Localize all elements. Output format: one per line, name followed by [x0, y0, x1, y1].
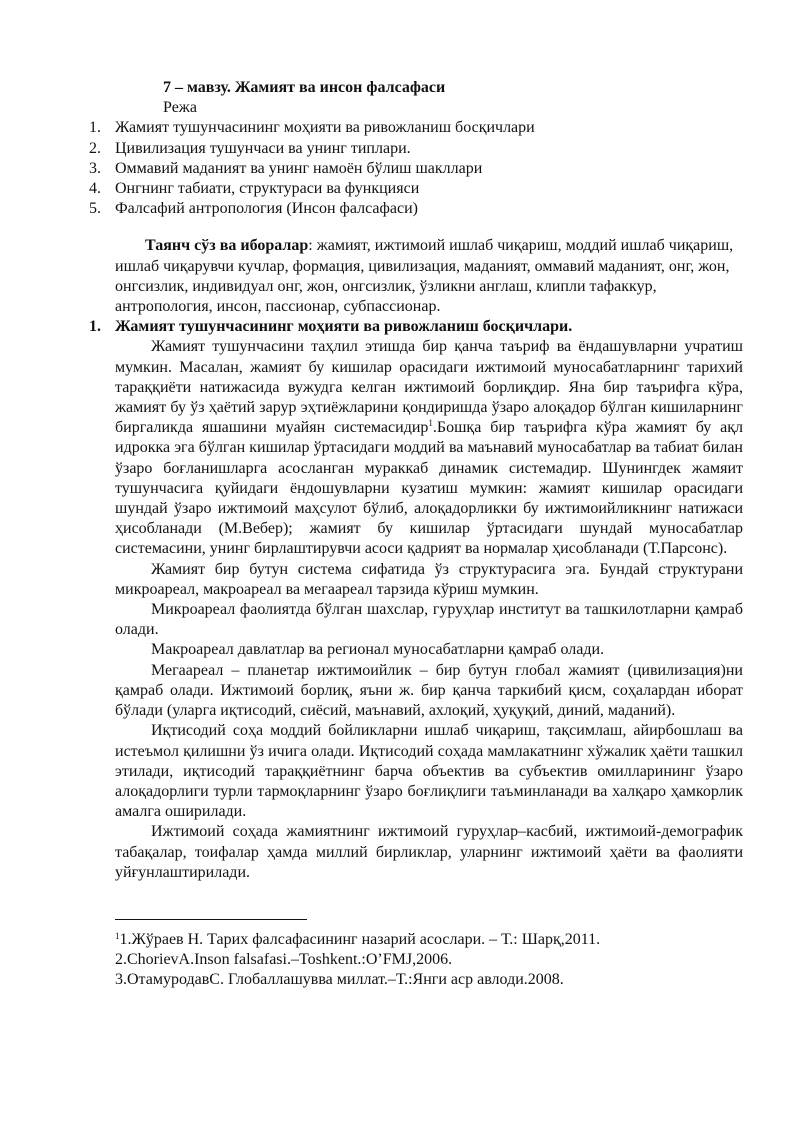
- footnotes: [115, 930, 743, 990]
- plan-item-number: 3.: [89, 159, 101, 177]
- plan-item-text: Фалсафий антропология (Инсон фалсафаси): [115, 200, 418, 218]
- footnote-divider: [115, 919, 307, 920]
- footnote-text: 2.ChorievA.Inson falsafasi.–Toshkent.:O’FMJ,2006.: [115, 950, 453, 968]
- body-paragraph: Микроареал фаолиятда бўлган шахслар, гуруҳлар институт ва ташкилотларни қамраб олади.: [115, 601, 743, 639]
- plan-item-number: 5.: [89, 200, 101, 218]
- body-paragraph: Иқтисодий соҳа моддий бойликларни ишлаб чиқариш, тақсимлаш, айирбошлаш ва истеъмол қилишни ўз ичига олади. Иқтисодий соҳада мамлакатнинг хўжалик ҳаёти ташкил этилади, иқтисодий тараққиётнинг барча объектив ва субъектив омилларининг ўзаро алоқадорлиги турли тармоқларнинг ўзаро боғлиқлиги таъминланади ва халқаро ҳамкорлик амалга оширилади.: [115, 722, 743, 821]
- section-number: 1.: [89, 318, 101, 336]
- footnote-text: 3.ОтамуродавС. Глобаллашувва миллат.–Т.:Янги аср авлоди.2008.: [115, 970, 564, 988]
- keywords-label: Таянч сўз ва иборалар: [145, 237, 309, 255]
- footnote-item: [115, 930, 743, 950]
- plan-item: [89, 179, 743, 199]
- footnote-text: 1.Жўраев Н. Тарих фалсафасининг назарий асослари. – Т.: Шарқ,2011.: [119, 930, 601, 948]
- plan-item-number: 4.: [89, 180, 101, 198]
- plan-item-text: Цивилизация тушунчаси ва унинг типлари.: [115, 139, 411, 157]
- document-title: 7 – мавзу. Жамият ва инсон фалсафаси: [163, 79, 446, 96]
- footnote-ref[interactable]: 1: [428, 418, 433, 429]
- plan-label: Режа: [163, 99, 197, 117]
- plan-item-text: Оммавий маданият ва унинг намоён бўлиш шакллари: [115, 159, 483, 177]
- section-heading: [89, 317, 743, 337]
- plan-list: [89, 118, 743, 219]
- plan-item: [89, 118, 743, 138]
- body-paragraph: [115, 337, 743, 559]
- plan-item-text: Жамият тушунчасининг моҳияти ва ривожланиш босқичлари: [115, 119, 535, 137]
- plan-item: [89, 139, 743, 159]
- document-page: [89, 78, 744, 990]
- body-paragraph: Макроареал давлатлар ва регионал муносабатларни қамраб олади.: [151, 641, 605, 659]
- body-paragraph: Ижтимоий соҳада жамиятнинг ижтимоий гуруҳлар–касбий, ижтимоий-демографик табақалар, тоифалар ҳамда миллий бирликлар, уларнинг ижтимоий ҳаёти ва фаолияти уйғунлаштирилади.: [115, 823, 743, 881]
- section-title: Жамият тушунчасининг моҳияти ва ривожланиш босқичлари.: [115, 318, 573, 336]
- plan-item: [89, 159, 743, 179]
- footnote-marker: 1: [115, 930, 120, 941]
- keywords-text: : жамият, ижтимоий ишлаб чиқариш, моддий ишлаб чиқариш, ишлаб чиқарувчи кучлар, формация, цивилизация, маданият, оммавий маданият, онг, жон, онгсизлик, индивидуал онг, жон, онгсизлик, ўзликни англаш, клипли тафаккур, антропология, инсон, пассионар, субпассионар.: [115, 237, 734, 316]
- footnote-item: [115, 970, 743, 990]
- plan-item-number: 2.: [89, 139, 101, 157]
- body-paragraph: Жамият бир бутун система сифатида ўз структурасига эга. Бундай структурани микроареал, макроареал ва мегаареал тарзида кўриш мумкин.: [115, 560, 743, 598]
- spacer: [115, 219, 743, 236]
- body-paragraph: Мегаареал – планетар ижтимоийлик – бир бутун глобал жамият (цивилизация)ни қамраб олади. Ижтимоий борлиқ, яъни ж. бир қанча таркибий қисм, соҳалардан иборат бўлади (уларга иқтисодий, сиёсий, маънавий, ахлоқий, ҳуқуқий, диний, маданий).: [115, 661, 743, 720]
- plan-item-number: 1.: [89, 119, 101, 137]
- paragraph-text: .Бошқа бир таърифга кўра жамият бу ақл идрокка эга бўлган кишилар ўртасидаги моддий ва маънавий муносабатлар ва табиат билан ўзаро боғланишларга асосланган мураккаб динамик системадир. Шунингдек жамяит тушунчасига қуйидаги ёндошувларни кузатиш мумкин: жамият кишилар орасидаги шундай ўзаро ижтимоий маҳсулот бўлиб, алоқадорликки бу ижтимоийликнинг натижаси ҳисобланади (М.Вебер); жамият бу кишилар ўртасидаги шундай муносабатлар системасини, унинг бирлаштирувчи асоси қадрият ва нормалар ҳисобланади (Т.Парсонс).: [115, 419, 744, 558]
- keywords-paragraph: [115, 236, 743, 317]
- paragraph-text: Жамият тушунчасини таҳлил этишда бир қанча таъриф ва ёндашувларни учратиш мумкин. Масалан, жамият бу кишилар орасидаги ижтимоий муносабатларнинг тарихий тараққиёти натижасида вужудга келган ижтимоий борлиқдир. Яна бир таърифга кўра, жамият бу ўз ҳаётий зарур эҳтиёжларини қондиришда ўзаро алоқадор бўлган кишиларнинг биргаликда яшашини муайян системасидир: [115, 338, 743, 437]
- plan-item-text: Онгнинг табиати, структураси ва функцияси: [115, 180, 420, 198]
- plan-item: [89, 199, 743, 219]
- footnote-item: [115, 950, 743, 970]
